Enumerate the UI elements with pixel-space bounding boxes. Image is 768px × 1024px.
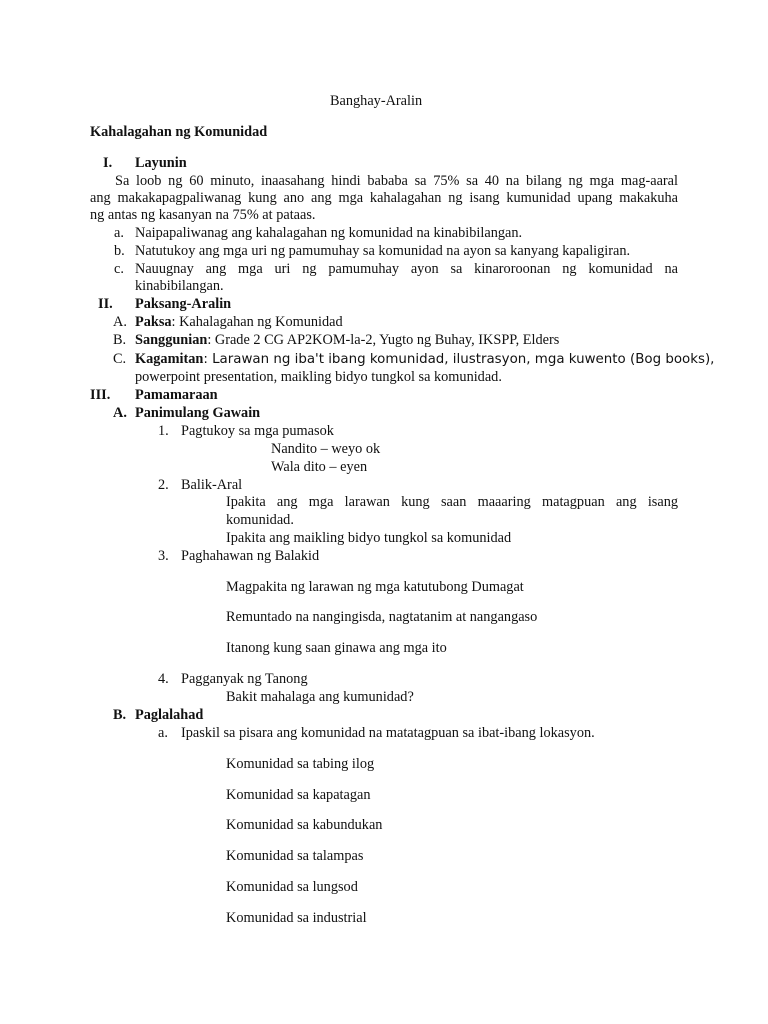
subsection-a-heading: Panimulang Gawain xyxy=(135,405,261,421)
community-item: Komunidad sa kabundukan xyxy=(226,817,383,833)
section-1-intro-line: ang makakapagpaliwanag kung ano ang mga kahalagahan ng isang kumunidad upang makakuha xyxy=(90,190,678,206)
community-item: Komunidad sa talampas xyxy=(226,848,364,864)
document-title: Banghay-Aralin xyxy=(330,93,423,109)
presentation-text: Ipaskil sa pisara ang komunidad na matatagpuan sa ibat-ibang lokasyon. xyxy=(181,725,595,741)
community-item: Komunidad sa industrial xyxy=(226,910,367,926)
section-2-number: II. xyxy=(98,296,113,312)
topic-marker: A. xyxy=(113,314,127,330)
attendance-line: Wala dito – eyen xyxy=(271,459,368,475)
step-marker: 2. xyxy=(158,477,169,493)
objective-text: Natutukoy ang mga uri ng pamumuhay sa komunidad na ayon sa kanyang kapaligiran. xyxy=(135,243,631,259)
step-marker: 3. xyxy=(158,548,169,564)
attendance-line: Nandito – weyo ok xyxy=(271,441,381,457)
objective-text: Naipapaliwanag ang kahalagahan ng komunidad na kinabibilangan. xyxy=(135,225,523,241)
community-item: Komunidad sa tabing ilog xyxy=(226,756,375,772)
step-marker: 4. xyxy=(158,671,169,687)
objective-text: Nauugnay ang mga uri ng pamumuhay ayon sa kinaroroonan ng komunidad na xyxy=(135,261,678,277)
step-label: Pagtukoy sa mga pumasok xyxy=(181,423,334,439)
section-2-heading: Paksang-Aralin xyxy=(135,296,232,312)
vocabulary-line: Magpakita ng larawan ng mga katutubong Dumagat xyxy=(226,579,524,595)
section-1-intro-line: Sa loob ng 60 minuto, inaasahang hindi bababa sa 75% sa 40 na bilang ng mga mag-aaral xyxy=(115,173,678,189)
topic-label: Paksa xyxy=(135,314,172,330)
community-item: Komunidad sa kapatagan xyxy=(226,787,371,803)
section-1-number: I. xyxy=(103,155,113,171)
subsection-a-marker: A. xyxy=(113,405,127,421)
section-3-number: III. xyxy=(90,387,111,403)
section-1-heading: Layunin xyxy=(135,155,187,171)
reference-value: : Grade 2 CG AP2KOM-la-2, Yugto ng Buhay, IKSPP, Elders xyxy=(207,332,560,348)
materials-row xyxy=(135,351,714,368)
objective-marker: c. xyxy=(114,261,124,277)
lesson-subtitle: Kahalagahan ng Komunidad xyxy=(90,124,268,140)
step-label: Paghahawan ng Balakid xyxy=(181,548,320,564)
community-item: Komunidad sa lungsod xyxy=(226,879,358,895)
subsection-b-heading: Paglalahad xyxy=(135,707,204,723)
review-line: Ipakita ang maikling bidyo tungkol sa komunidad xyxy=(226,530,512,546)
vocabulary-line: Remuntado na nangingisda, nagtatanim at nangangaso xyxy=(226,609,538,625)
reference-label: Sanggunian xyxy=(135,332,208,348)
step-marker: 1. xyxy=(158,423,169,439)
materials-value: : Larawan ng iba't ibang komunidad, ilustrasyon, mga kuwento (Bog books), xyxy=(203,352,715,367)
step-label: Balik-Aral xyxy=(181,477,243,493)
materials-marker: C. xyxy=(113,351,127,367)
reference-marker: B. xyxy=(113,332,127,348)
section-1-intro-line: ng antas ng kasanyan na 75% at pataas. xyxy=(90,207,316,223)
review-line: komunidad. xyxy=(226,512,294,528)
topic-value: : Kahalagahan ng Komunidad xyxy=(171,314,343,330)
presentation-marker: a. xyxy=(158,725,168,741)
materials-continued: powerpoint presentation, maikling bidyo tungkol sa komunidad. xyxy=(135,369,502,385)
topic-row xyxy=(135,314,343,331)
reference-row xyxy=(135,332,559,349)
section-3-heading: Pamamaraan xyxy=(135,387,218,403)
objective-marker: b. xyxy=(114,243,125,259)
vocabulary-line: Itanong kung saan ginawa ang mga ito xyxy=(226,640,447,656)
materials-label: Kagamitan xyxy=(135,351,204,367)
subsection-b-marker: B. xyxy=(113,707,127,723)
objective-marker: a. xyxy=(114,225,124,241)
objective-text: kinabibilangan. xyxy=(135,278,224,294)
step-label: Pagganyak ng Tanong xyxy=(181,671,308,687)
review-line: Ipakita ang mga larawan kung saan maaaring matagpuan ang isang xyxy=(226,494,678,510)
motivation-question: Bakit mahalaga ang kumunidad? xyxy=(226,689,414,705)
